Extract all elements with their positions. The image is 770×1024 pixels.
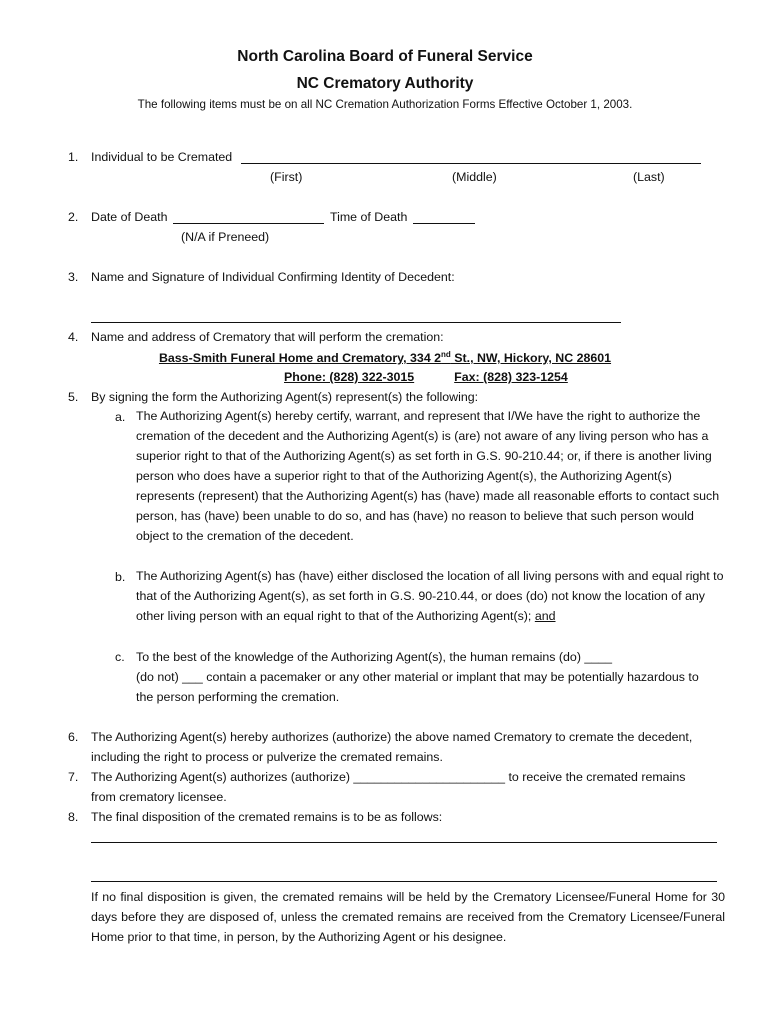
final-disposition-field-2[interactable] bbox=[91, 881, 717, 882]
item-8-number: 8. bbox=[68, 810, 79, 824]
crematory-address-line: Bass-Smith Funeral Home and Crematory, 334 2 bbox=[158, 351, 442, 366]
preneed-note: (N/A if Preneed) bbox=[181, 230, 270, 244]
time-of-death-field[interactable] bbox=[413, 223, 475, 224]
item-7-line2: from crematory licensee. bbox=[91, 790, 227, 804]
item-5c-letter: c. bbox=[115, 650, 125, 664]
crematory-phone: Phone: (828) 322-3015 bbox=[284, 370, 415, 384]
time-of-death-label: Time of Death bbox=[330, 210, 408, 224]
form-title: North Carolina Board of Funeral Service bbox=[237, 48, 533, 65]
item-1-number: 1. bbox=[68, 150, 79, 164]
item-6-line2: including the right to process or pulverize the cremated remains. bbox=[91, 750, 443, 764]
item-7-line1: The Authorizing Agent(s) authorizes (authorize) ______________________ to receive the cremated remains bbox=[91, 770, 686, 784]
final-disposition-field-1[interactable] bbox=[91, 842, 717, 843]
item-5b-text bbox=[136, 566, 726, 626]
item-5b-body: The Authorizing Agent(s) has (have) either disclosed the location of all living persons with and equal right to that of the Authorizing Agent(s), as set forth in G.S. 90-210.44, or does (do) not know the location of any other living person with an equal right to that of the Authorizing Agent(s); bbox=[136, 569, 724, 623]
item-3-number: 3. bbox=[68, 270, 79, 284]
item-5c-line2: (do not) ___ contain a pacemaker or any other material or implant that may be potentially hazardous to bbox=[136, 670, 699, 684]
identity-confirmation-label: Name and Signature of Individual Confirming Identity of Decedent: bbox=[91, 270, 455, 284]
identity-signature-field[interactable] bbox=[91, 322, 621, 323]
decedent-name-field[interactable] bbox=[241, 163, 701, 164]
date-of-death-field[interactable] bbox=[173, 223, 324, 224]
item-4-number: 4. bbox=[68, 330, 79, 344]
item-5b-and: and bbox=[534, 609, 556, 623]
item-6-line1: The Authorizing Agent(s) hereby authorizes (authorize) the above named Crematory to cremate the decedent, bbox=[91, 730, 693, 744]
item-2-number: 2. bbox=[68, 210, 79, 224]
item-5c-line1: To the best of the knowledge of the Authorizing Agent(s), the human remains (do) ____ bbox=[136, 650, 612, 664]
crematory-address-rest: St., NW, Hickory, NC 28601 bbox=[450, 351, 612, 366]
crematory-address bbox=[0, 350, 770, 365]
last-name-caption: (Last) bbox=[633, 170, 665, 184]
crematory-phone-fax bbox=[284, 370, 568, 384]
item-5c-line3: the person performing the cremation. bbox=[136, 690, 340, 704]
middle-name-caption: (Middle) bbox=[452, 170, 497, 184]
form-subtitle: NC Crematory Authority bbox=[296, 75, 474, 92]
crematory-label: Name and address of Crematory that will perform the cremation: bbox=[91, 330, 444, 344]
ordinal-suffix: nd bbox=[441, 350, 451, 359]
item-7-number: 7. bbox=[68, 770, 79, 784]
default-disposition-notice: If no final disposition is given, the cremated remains will be held by the Crematory Licensee/Funeral Home for 30 days before they are disposed of, unless the cremated remains are received from the Crematory Licensee/Funeral Home prior to that time, in person, by the Authorizing Agent or his designee. bbox=[91, 890, 725, 944]
item-5a-letter: a. bbox=[115, 410, 126, 424]
representations-label: By signing the form the Authorizing Agent(s) represent(s) the following: bbox=[91, 390, 479, 404]
item-5b-letter: b. bbox=[115, 570, 126, 584]
item-5-number: 5. bbox=[68, 390, 79, 404]
crematory-fax: Fax: (828) 323-1254 bbox=[454, 370, 568, 384]
item-1-label: Individual to be Cremated bbox=[91, 150, 233, 164]
item-5a-text: The Authorizing Agent(s) hereby certify, warrant, and represent that I/We have the right to authorize the cremation of the decedent and the Authorizing Agent(s) is (are) not aware of any living person who has a superior right to that of the Authorizing Agent(s) as set forth in G.S. 90-210.44; or, if there is another living person who does have a superior right to that of the Authorizing Agent(s), the Authorizing Agent(s) represents (represent) that the Authorizing Agent(s) has (have) made all reasonable efforts to contact such person, has (have) been unable to do so, and has (have) no reason to believe that such person would object to the cremation of the decedent. bbox=[136, 409, 720, 543]
date-of-death-label: Date of Death bbox=[91, 210, 168, 224]
item-6-number: 6. bbox=[68, 730, 79, 744]
first-name-caption: (First) bbox=[270, 170, 303, 184]
final-disposition-label: The final disposition of the cremated remains is to be as follows: bbox=[91, 810, 443, 824]
effective-notice: The following items must be on all NC Cremation Authorization Forms Effective October 1, 2003. bbox=[137, 98, 633, 111]
